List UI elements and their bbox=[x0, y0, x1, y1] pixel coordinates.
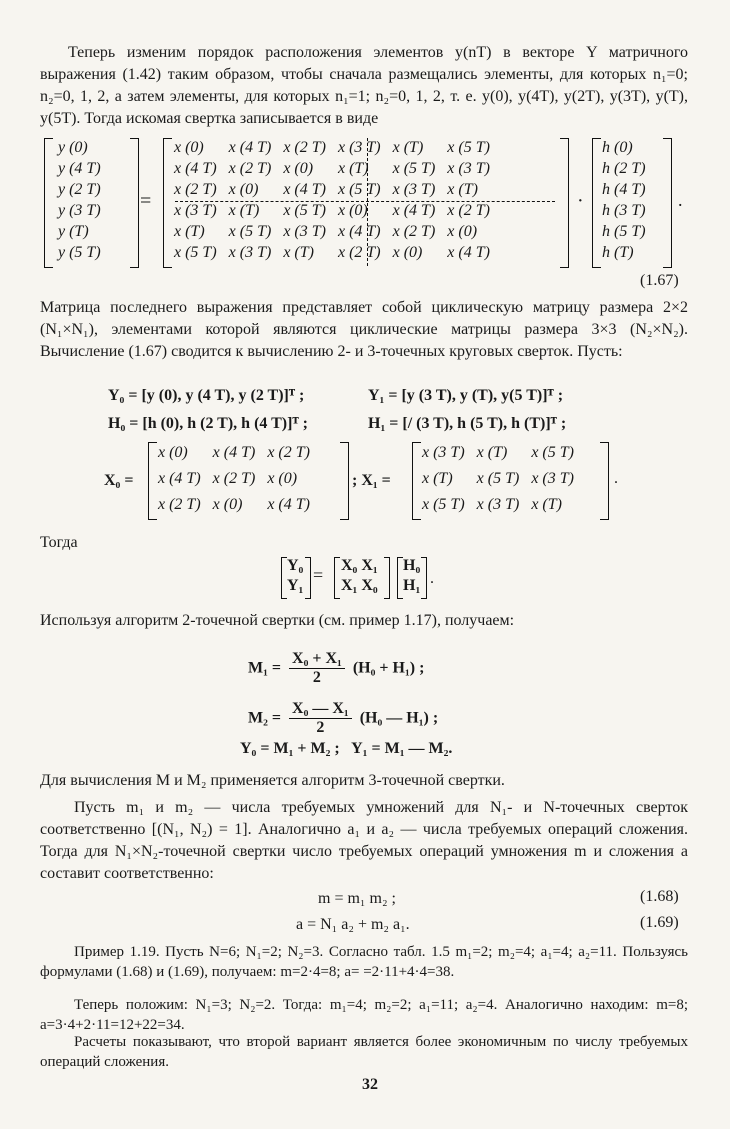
matrix-cell: x (5 T) bbox=[228, 222, 272, 240]
matrix-cell: y (5 T) bbox=[58, 243, 101, 261]
eq-1-68: m = m₁ m₂ ; bbox=[318, 890, 396, 907]
matrix-cell: y (0) bbox=[58, 138, 88, 156]
def-h1: H₁ = [/ (3 T), h (5 T), h (T)]ᵀ ; bbox=[368, 415, 567, 432]
matrix-cell: x (3 T) bbox=[174, 201, 217, 219]
matrix-cell: x (2 T) bbox=[212, 470, 256, 487]
x1-label: ; X₁ = bbox=[352, 472, 391, 489]
x0-label: X₀ = bbox=[104, 472, 134, 489]
matrix-cell: x (T) bbox=[447, 180, 478, 198]
x-matrix bbox=[168, 137, 496, 263]
y-vector bbox=[52, 137, 107, 263]
matrix-cell: x (4 T) bbox=[212, 444, 256, 461]
matrix-cell: x (4 T) bbox=[228, 138, 272, 156]
x1-matrix bbox=[416, 440, 580, 518]
matrix-cell: h (3 T) bbox=[602, 201, 646, 219]
equation-number-1-68: (1.68) bbox=[640, 888, 679, 905]
matrix-cell: x (4 T) bbox=[337, 222, 381, 240]
paragraph-conclusion: Расчеты показывают, что второй вариант является более экономичным по числу требуемых операций сложения. bbox=[40, 1034, 688, 1070]
matrix-cell: x (0) bbox=[392, 243, 423, 261]
matrix-cell: x (2 T) bbox=[174, 180, 217, 198]
matrix-cell: x (2 T) bbox=[267, 444, 310, 461]
matrix-cell: x (T) bbox=[337, 159, 369, 177]
example-1-19: Пример 1.19. Пусть N=6; N₁=2; N₂=3. Согласно табл. 1.5 m₁=2; m₂=4; a₁=4; a₂=11. Пользуясь формулами (1.68) и (1.69), получаем: m=2·4=8; a= =2·11+4·4=38. bbox=[40, 944, 688, 980]
matrix-cell: h (T) bbox=[602, 243, 634, 261]
matrix-cell: x (3 T) bbox=[447, 159, 490, 177]
matrix-cell: x (2 T) bbox=[283, 138, 326, 156]
matrix-cell: x (0) bbox=[174, 138, 204, 156]
matrix-cell: x (2 T) bbox=[337, 243, 381, 261]
togda-label: Тогда bbox=[40, 534, 78, 551]
matrix-cell: x (5 T) bbox=[392, 159, 436, 177]
matrix-cell: x (0) bbox=[212, 496, 243, 513]
matrix-cell: x (3 T) bbox=[392, 180, 436, 198]
x0-matrix bbox=[152, 440, 316, 518]
matrix-cell: y (T) bbox=[58, 222, 89, 240]
matrix-cell: x (0) bbox=[267, 470, 298, 487]
matrix-cell: x (0) bbox=[283, 159, 314, 177]
matrix-cell: x (4 T) bbox=[447, 243, 490, 261]
matrix-cell: x (0) bbox=[228, 180, 259, 198]
equals-sign: = bbox=[140, 190, 152, 212]
matrix-cell: h (2 T) bbox=[602, 159, 646, 177]
m2-equation: M₂ = $\frac{\text{X₀ — X₁}}{2}$ (H₀ — H₁) ; bbox=[248, 700, 439, 736]
dot-operator: · bbox=[577, 190, 584, 212]
page-number: 32 bbox=[362, 1076, 378, 1093]
matrix-cell: x (T) bbox=[476, 444, 508, 461]
y-result: Y₀ = M₁ + M₂ ; Y₁ = M₁ — M₂. bbox=[240, 740, 453, 757]
def-y1: Y₁ = [y (3 T), y (T), y(5 T)]ᵀ ; bbox=[368, 387, 564, 404]
def-y0: Y₀ = [y (0), y (4 T), y (2 T)]ᵀ ; bbox=[108, 387, 305, 404]
matrix-cell: x (5 T) bbox=[531, 444, 574, 461]
matrix-cell: x (3 T) bbox=[283, 222, 326, 240]
matrix-cell: x (5 T) bbox=[337, 180, 381, 198]
matrix-cell: x (3 T) bbox=[228, 243, 272, 261]
m1-equation: M₁ = $\frac{\text{X₀ + X₁}}{2}$ (H₀ + H₁) ; bbox=[248, 650, 425, 686]
matrix-cell: x (5 T) bbox=[422, 496, 465, 513]
matrix-cell: x (4 T) bbox=[158, 470, 201, 487]
eq-1-69: a = N₁ a₂ + m₂ a₁. bbox=[296, 916, 410, 933]
matrix-cell: x (3 T) bbox=[531, 470, 574, 487]
paragraph-matrix: Матрица последнего выражения представляет собой циклическую матрицу размера 2×2 (N₁×N₁), элементами которой являются циклические матрицы размера 3×3 (N₂×N₂). Вычисление (1.67) сводится к вычислению 2- и 3-точечных круговых сверток. Пусть: bbox=[40, 299, 688, 360]
matrix-cell: x (4 T) bbox=[283, 180, 326, 198]
paragraph-let: Пусть m₁ и m₂ — числа требуемых умножений для N₁- и N-точечных сверток соответственно [(N₁, N₂) = 1]. Аналогично a₁ и a₂ — числа требуемых операций сложения. Тогда для N₁×N₂-точечной свертки число требуемых операций умножения m и сложения a составит соответственно: bbox=[40, 799, 688, 882]
matrix-cell: x (4 T) bbox=[267, 496, 310, 513]
matrix-cell: y (4 T) bbox=[58, 159, 101, 177]
paragraph-now: Теперь положим: N₁=3; N₂=2. Тогда: m₁=4; m₂=2; a₁=11; a₂=4. Аналогично находим: m=8; a=3·4+2·11=12+22=34. bbox=[40, 997, 688, 1033]
matrix-cell: x (5 T) bbox=[283, 201, 326, 219]
matrix-cell: x (T) bbox=[283, 243, 314, 261]
paragraph-using: Используя алгоритм 2-точечной свертки (см. пример 1.17), получаем: bbox=[40, 612, 515, 629]
matrix-cell: y (3 T) bbox=[58, 201, 101, 219]
matrix-cell: x (3 T) bbox=[476, 496, 520, 513]
matrix-cell: h (4 T) bbox=[602, 180, 646, 198]
book-page: Теперь изменим порядок расположения элементов y(nT) в векторе Y матричного выражения (1.42) таким образом, чтобы сначала размещались элементы, для которых n₁=0; n₂=0, 1, 2, а затем элементы, для которых n₁=1; n₂=0, 1, 2, т. е. y(0), y(4T), y(2T), y(3T), y(T), y(5T). Тогда искомая свертка записывается в виде y (0) y (4 T) y (2 T) y (3 T) y (T) y (5 T) = x (0) x (4 T) x (2 T) x (3 T) x (T) x (5 T) x (4 T) x (2 T) x (0) x (T) x (5 T) x (3 T) x (2 T) x (0) x (4 T) x (5 T) x (3 T) x (T) x (3 T) x (T) x (5 T) x (0) x (4 T) x (2 T) x (T) x (5 T) x (3 T) x (4 T) x (2 T) x (0) x (5 T) x (3 T) x (T) x (2 T) x (0) x (4 T) · h (0) h (2 T) h (4 T) h (3 T) h (5 T) h (T) . (1.67) Матрица последнего выражения представляет собой циклическую матрицу размера 2×2 (N₁×N₁), элементами которой являются циклические матрицы размера 3×3 (N₂×N₂). Вычисление (1.67) сводится к вычислению 2- и 3-точечных круговых сверток. Пусть: Y₀ = [y (0), y (4 T), y (2 T)]ᵀ ; Y₁ = [y (3 T), y (T), y(5 T)]ᵀ ; H₀ = [h (0), h (2 T), h (4 T)]ᵀ ; H₁ = [/ (3 T), h (5 T), h (T)]ᵀ ; X₀ = x (0) x (4 T) x (2 T) x (4 T) x (2 T) x (0) x (2 T) x (0) x (4 T) ; X₁ = x (3 T) x (T) x (5 T) x (T) x (5 T) x (3 T) x (5 T) x (3 T) x (T) . Тогда Y₀ Y₁ = X₀ X₁ X₁ X₀ H₀ H₁ . Используя алгоритм 2-точечной свертки (см. пример 1.17), получаем: M₁ = $\frac{\text{X₀ + X₁}}{2}$ (H₀ + H₁) ; M₂ = $\frac{\text{X₀ — X₁}}{2}$ (H₀ — H₁) ; Y₀ = M₁ + M₂ ; Y₁ = M₁ — M₂. Для вычисления M и M₂ применяется алгоритм 3-точечной свертки. Пусть m₁ и m₂ — числа требуемых умножений для N₁- и N-точечных сверток соответственно [(N₁, N₂) = 1]. Аналогично a₁ и a₂ — числа требуемых операций сложения. Тогда для N₁×N₂-точечной свертки число требуемых операций умножения m и сложения a составит соответственно: m = m₁ m₂ ; (1.68) a = N₁ a₂ + m₂ a₁. (1.69) Пример 1.19. Пусть N=6; N₁=2; N₂=3. Согласно табл. 1.5 m₁=2; m₂=4; a₁=4; a₂=11. Пользуясь формулами (1.68) и (1.69), получаем: m=2·4=8; a= =2·11+4·4=38. Теперь положим: N₁=3; N₂=2. Тогда: m₁=4; m₂=2; a₁=11; a₂=4. Аналогично находим: m=8; a=3·4+2·11=12+22=34. Расчеты показывают, что второй вариант является более экономичным по числу требуемых операций сложения. 32 bbox=[0, 0, 730, 1129]
matrix-cell: x (2 T) bbox=[158, 496, 201, 513]
def-h0: H₀ = [h (0), h (2 T), h (4 T)]ᵀ ; bbox=[108, 415, 308, 432]
matrix-cell: x (T) bbox=[228, 201, 260, 219]
paragraph-three-point: Для вычисления M и M₂ применяется алгоритм 3-точечной свертки. bbox=[40, 772, 505, 789]
matrix-cell: x (5 T) bbox=[476, 470, 520, 487]
equation-number-1-67: (1.67) bbox=[640, 272, 679, 289]
matrix-cell: x (T) bbox=[174, 222, 205, 240]
paragraph-intro: Теперь изменим порядок расположения элементов y(nT) в векторе Y матричного выражения (1.42) таким образом, чтобы сначала размещались элементы, для которых n₁=0; n₂=0, 1, 2, а затем элементы, для которых n₁=1; n₂=0, 1, 2, т. е. y(0), y(4T), y(2T), y(3T), y(T), y(5T). Тогда искомая свертка записывается в виде bbox=[40, 44, 688, 127]
matrix-cell: x (5 T) bbox=[174, 243, 217, 261]
matrix-cell: x (4 T) bbox=[174, 159, 217, 177]
matrix-cell: h (0) bbox=[602, 138, 633, 156]
matrix-cell: x (3 T) bbox=[422, 444, 465, 461]
matrix-cell: x (T) bbox=[422, 470, 453, 487]
matrix-cell: x (0) bbox=[158, 444, 188, 461]
matrix-cell: x (2 T) bbox=[447, 201, 490, 219]
matrix-cell: h (5 T) bbox=[602, 222, 646, 240]
matrix-cell: x (2 T) bbox=[392, 222, 436, 240]
h-vector bbox=[596, 137, 652, 263]
equation-number-1-69: (1.69) bbox=[640, 914, 679, 931]
matrix-cell: x (T) bbox=[392, 138, 424, 156]
matrix-cell: x (T) bbox=[531, 496, 562, 513]
matrix-cell: x (5 T) bbox=[447, 138, 490, 156]
matrix-cell: x (2 T) bbox=[228, 159, 272, 177]
matrix-cell: x (0) bbox=[447, 222, 478, 240]
matrix-cell: x (4 T) bbox=[392, 201, 436, 219]
matrix-cell: y (2 T) bbox=[58, 180, 101, 198]
matrix-cell: x (0) bbox=[337, 201, 368, 219]
matrix-cell: x (3 T) bbox=[337, 138, 381, 156]
